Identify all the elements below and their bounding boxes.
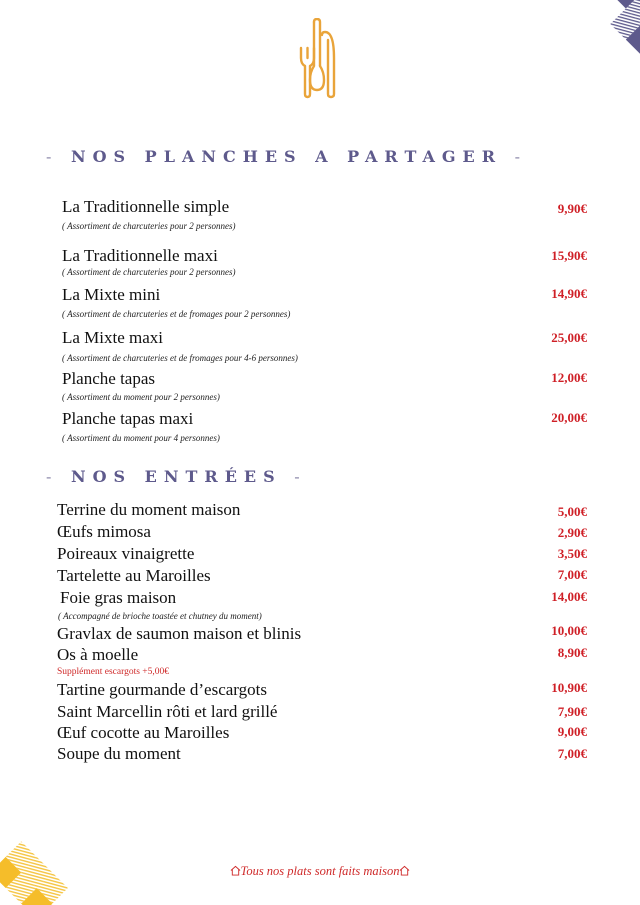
item-price: 3,50€ — [557, 546, 587, 561]
item-description: ( Accompagné de brioche toastée et chutney du moment) — [58, 611, 262, 621]
item-name: Os à moelle — [57, 645, 139, 664]
title-dash-left: - — [46, 467, 59, 486]
item-price: 10,90€ — [551, 680, 587, 695]
section-title-entrees — [46, 467, 307, 486]
section-title-text: NOS PLANCHES A PARTAGER — [70, 147, 503, 166]
item-description: ( Assortiment du moment pour 4 personnes) — [62, 433, 220, 443]
title-dash-right: - — [294, 467, 307, 486]
item-name: Soupe du moment — [57, 744, 181, 763]
title-dash-right: - — [514, 147, 528, 166]
item-name: Tartine gourmande d’escargots — [57, 680, 267, 699]
section-title-planches — [46, 147, 527, 166]
house-icon — [399, 865, 410, 876]
item-price: 9,00€ — [557, 724, 587, 739]
item-price: 12,00€ — [551, 370, 587, 385]
item-price: 9,90€ — [557, 201, 587, 216]
item-name: Foie gras maison — [60, 588, 177, 607]
item-name: Planche tapas — [62, 369, 155, 388]
item-price: 20,00€ — [551, 410, 587, 425]
fork-knife-icon — [298, 18, 338, 100]
gingham-decoration-bottom — [0, 775, 140, 905]
title-dash-left: - — [46, 147, 59, 166]
section-title-text: NOS ENTRÉES — [70, 467, 282, 486]
item-price: 14,90€ — [551, 286, 587, 301]
house-icon — [230, 865, 241, 876]
footer-text: Tous nos plats sont faits maison — [240, 864, 400, 878]
item-name: Œuf cocotte au Maroilles — [57, 723, 230, 742]
item-price: 7,00€ — [557, 567, 587, 582]
item-name: La Mixte maxi — [62, 328, 164, 347]
item-description: ( Assortiment de charcuteries et de fromages pour 2 personnes) — [62, 309, 291, 319]
item-name: Terrine du moment maison — [57, 500, 241, 519]
item-name: Gravlax de saumon maison et blinis — [57, 624, 302, 643]
footer-note — [0, 864, 640, 879]
item-supplement: Supplément escargots +5,00€ — [57, 667, 170, 677]
gingham-decoration-top — [520, 0, 640, 120]
item-name: La Mixte mini — [62, 285, 161, 304]
item-description: ( Assortiment de charcuteries et de fromages pour 4-6 personnes) — [62, 353, 298, 363]
item-description: ( Assortiment de charcuteries pour 2 personnes) — [62, 267, 236, 277]
item-price: 2,90€ — [557, 525, 587, 540]
item-name: Œufs mimosa — [57, 522, 151, 541]
item-price: 25,00€ — [551, 330, 587, 345]
item-name: La Traditionnelle maxi — [62, 246, 218, 265]
item-price: 15,90€ — [551, 248, 587, 263]
item-price: 10,00€ — [551, 623, 587, 638]
item-price: 7,90€ — [557, 704, 587, 719]
item-name: Poireaux vinaigrette — [57, 544, 195, 563]
item-description: ( Assortiment du moment pour 2 personnes) — [62, 392, 220, 402]
item-price: 14,00€ — [551, 589, 587, 604]
item-name: Planche tapas maxi — [62, 409, 194, 428]
item-price: 7,00€ — [557, 746, 587, 761]
item-name: Tartelette au Maroilles — [57, 566, 211, 585]
item-name: Saint Marcellin rôti et lard grillé — [57, 702, 278, 721]
item-name: La Traditionnelle simple — [62, 197, 230, 216]
item-description: ( Assortiment de charcuteries pour 2 personnes) — [62, 221, 236, 231]
item-price: 8,90€ — [557, 645, 587, 660]
item-price: 5,00€ — [557, 504, 587, 519]
